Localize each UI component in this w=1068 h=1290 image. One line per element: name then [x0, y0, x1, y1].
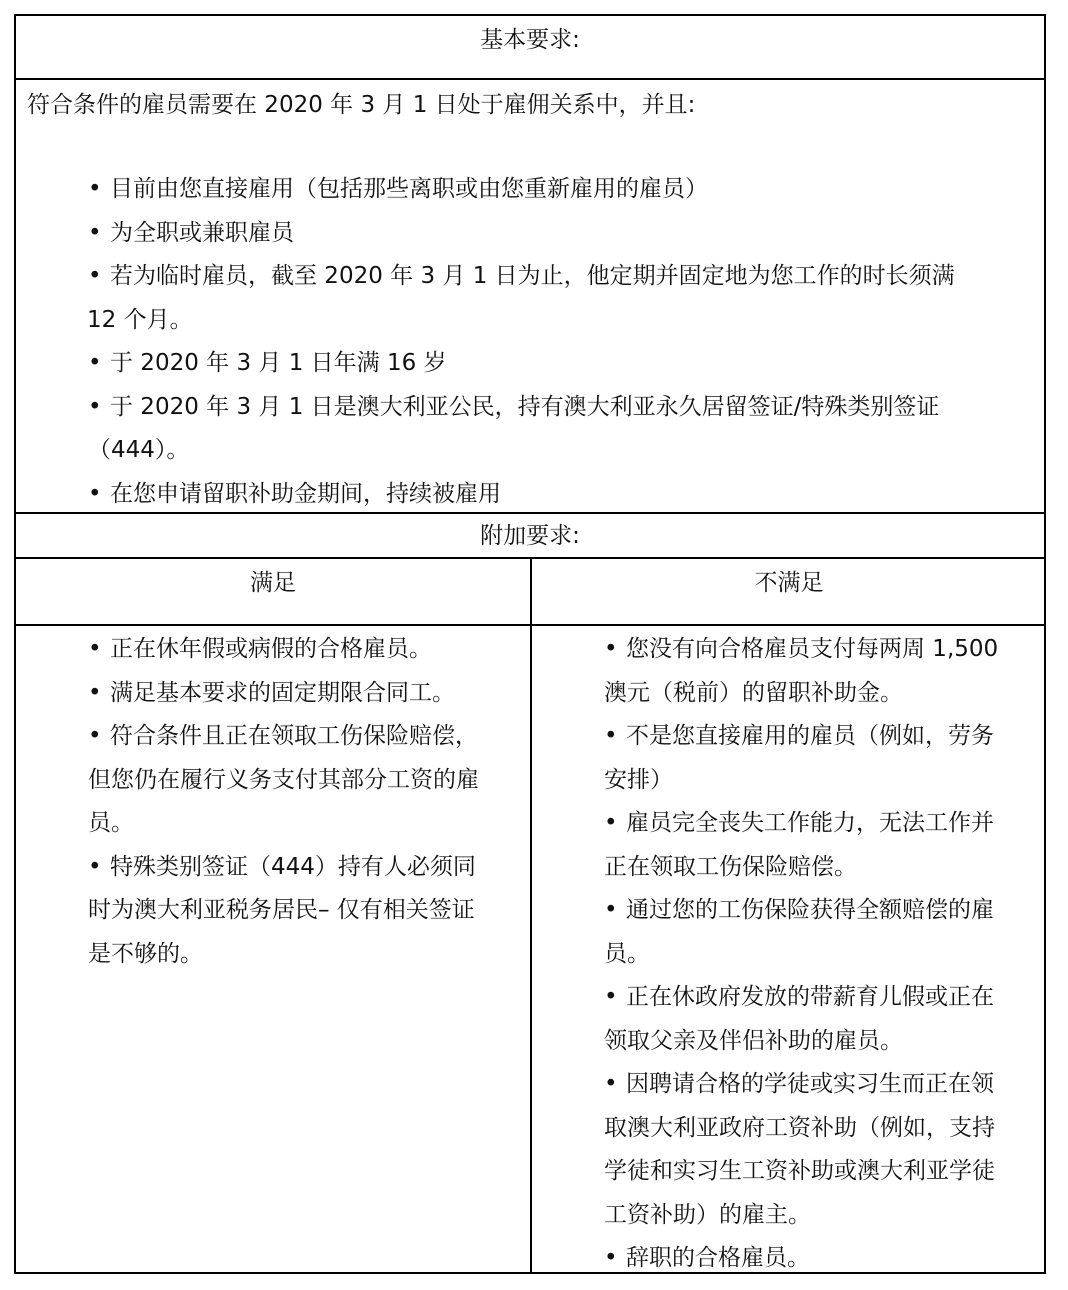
additional-requirements-title: 附加要求: [480, 523, 580, 549]
not-meets-column-header: 不满足 [754, 570, 824, 596]
meets-list [88, 628, 524, 976]
list-item-continuation: （444）。 [88, 437, 190, 463]
list-item-continuation: 时为澳大利亚税务居民– 仅有相关签证 [88, 897, 475, 923]
bullet-icon: • [88, 263, 102, 289]
list-item: • 雇员完全丧失工作能力，无法工作并 [604, 802, 1040, 846]
list-item: • 满足基本要求的固定期限合同工。 [88, 672, 524, 716]
not-meets-list [604, 628, 1040, 1281]
bullet-icon: • [88, 350, 102, 376]
bullet-icon: • [604, 810, 618, 836]
bullet-icon: • [604, 636, 618, 662]
list-item-continuation: 工资补助）的雇主。 [604, 1201, 811, 1228]
list-item-continuation: 但您仍在履行义务支付其部分工资的雇 [88, 766, 479, 793]
list-item: • 辞职的合格雇员。 [604, 1237, 1040, 1281]
list-item: • 在您申请留职补助金期间，持续被雇用 [88, 473, 1038, 517]
list-item-continuation: 12 个月。 [87, 306, 193, 333]
list-item-continuation: 员。 [88, 810, 134, 836]
bullet-icon: • [604, 723, 618, 749]
basic-intro: 符合条件的雇员需要在 2020 年 3 月 1 日处于雇佣关系中，并且: [27, 92, 696, 118]
meets-column-header: 满足 [250, 570, 296, 596]
bullet-icon: • [88, 723, 102, 749]
list-item-continuation: 是不够的。 [88, 940, 203, 967]
list-item-continuation: 取澳大利亚政府工资补助（例如，支持 [604, 1114, 995, 1141]
list-item-continuation: 领取父亲及伴侣补助的雇员。 [604, 1027, 903, 1054]
bullet-icon: • [604, 984, 618, 1010]
list-item-continuation: 学徒和实习生工资补助或澳大利亚学徒 [604, 1158, 995, 1184]
list-item-continuation: 澳元（税前）的留职补助金。 [604, 679, 903, 706]
column-divider [530, 557, 532, 1272]
list-item: • 正在休年假或病假的合格雇员。 [88, 628, 524, 672]
list-item: • 若为临时雇员，截至 2020 年 3 月 1 日为止，他定期并固定地为您工作的时长须满 [88, 255, 1038, 299]
bullet-icon: • [604, 1071, 618, 1097]
list-item: • 因聘请合格的学徒或实习生而正在领 [604, 1063, 1040, 1107]
list-item: • 您没有向合格雇员支付每两周 1,500 [604, 628, 1040, 672]
basic-requirements-list [88, 168, 1038, 516]
list-item: • 目前由您直接雇用（包括那些离职或由您重新雇用的雇员） [88, 168, 1038, 212]
bullet-icon: • [88, 219, 102, 246]
bullet-icon: • [88, 636, 102, 662]
bullet-icon: • [604, 1245, 618, 1271]
list-item: • 正在休政府发放的带薪育儿假或正在 [604, 976, 1040, 1020]
list-item: • 不是您直接雇用的雇员（例如，劳务 [604, 715, 1040, 759]
bullet-icon: • [88, 679, 102, 706]
list-item: • 于 2020 年 3 月 1 日是澳大利亚公民，持有澳大利亚永久居留签证/特殊类别签证 [88, 386, 1038, 430]
basic-requirements-title: 基本要求: [480, 27, 580, 53]
bullet-icon: • [604, 897, 618, 923]
bullet-icon: • [88, 176, 102, 202]
list-item: • 为全职或兼职雇员 [88, 212, 1038, 256]
list-item: • 符合条件且正在领取工伤保险赔偿， [88, 715, 524, 759]
bullet-icon: • [88, 853, 102, 880]
list-item: • 通过您的工伤保险获得全额赔偿的雇 [604, 889, 1040, 933]
list-item-continuation: 正在领取工伤保险赔偿。 [604, 853, 857, 880]
list-item-continuation: 安排） [604, 766, 673, 793]
bullet-icon: • [88, 480, 102, 507]
list-item: • 特殊类别签证（444）持有人必须同 [88, 846, 524, 890]
bullet-icon: • [88, 393, 102, 420]
list-item: • 于 2020 年 3 月 1 日年满 16 岁 [88, 342, 1038, 386]
list-item-continuation: 员。 [604, 940, 650, 967]
eligibility-table [14, 14, 1046, 1274]
row-divider [16, 78, 1044, 80]
